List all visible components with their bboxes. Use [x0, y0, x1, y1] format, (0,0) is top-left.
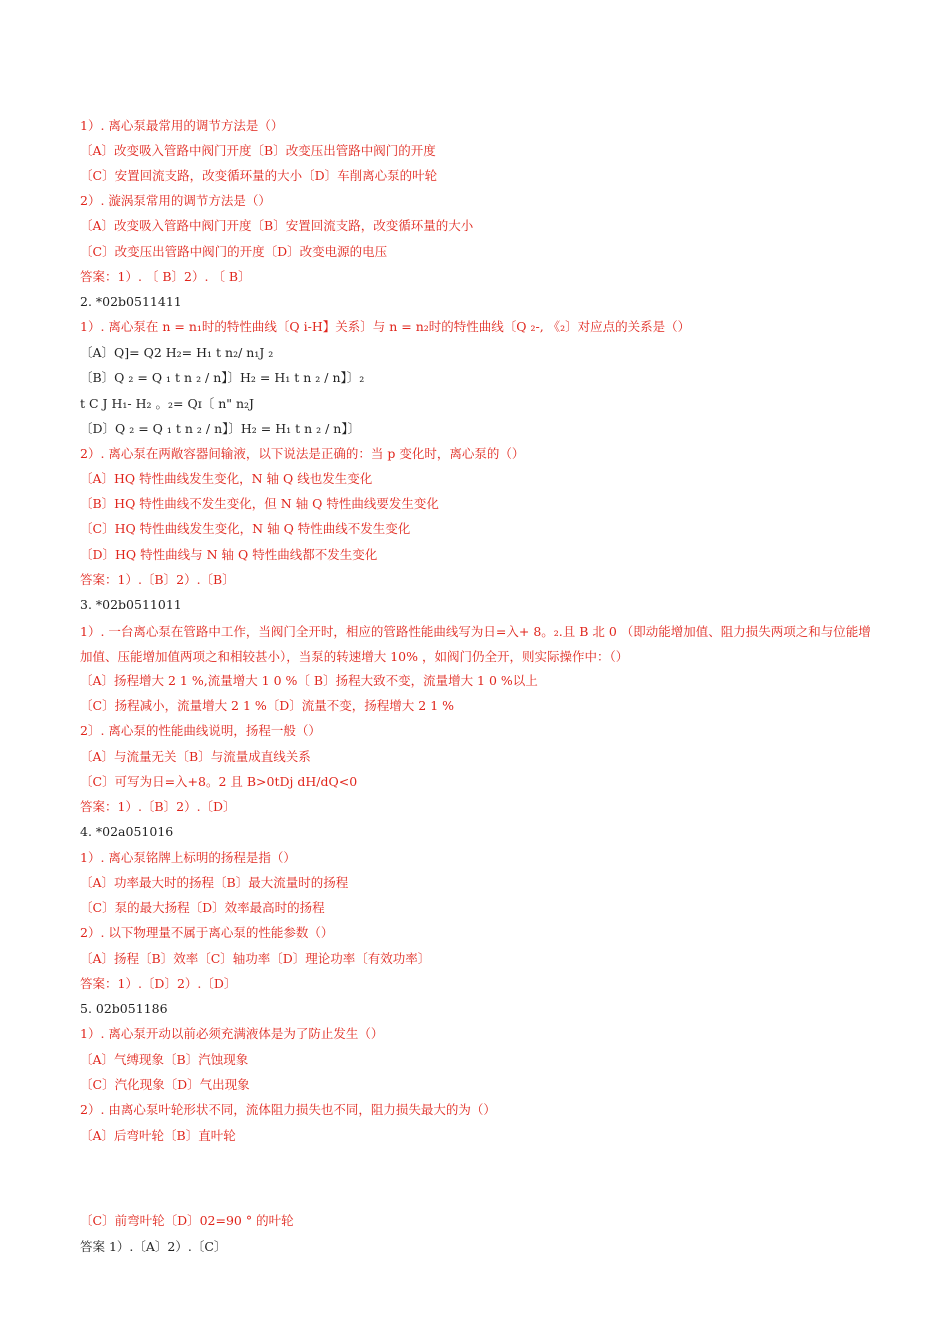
- option-line: 〔D〕HQ 特性曲线与 N 轴 Q 特性曲线都不发生变化: [80, 547, 378, 562]
- option-line: 〔B〕Q ₂ = Q ₁ t n ₂ / n】〕H₂ = H₁ t n ₂ / n】〕₂: [80, 370, 365, 385]
- question-2-1: 1）. 离心泵在 n = n₁时的特性曲线〔Q i-H】关系〕与 n = n₂时的特性曲线〔Q ₂-, 《₂〕对应点的关系是（）: [80, 319, 691, 334]
- option-line: 〔A〕扬程增大 2 1 %,流量增大 1 0 %〔 B〕扬程大致不变，流量增大 1 0 %以上: [80, 673, 538, 688]
- section-heading-2: 2. *02b0511411: [80, 294, 182, 309]
- option-line: 〔C〕改变压出管路中阀门的开度〔D〕改变电源的电压: [80, 244, 388, 259]
- option-line: 〔A〕Q]= Q2 H₂= H₁ t n₂/ n₁J ₂: [80, 345, 274, 360]
- option-line: 〔C〕扬程减小，流量增大 2 1 %〔D〕流量不变，扬程增大 2 1 %: [80, 698, 454, 713]
- option-line: 〔C〕汽化现象〔D〕气出现象: [80, 1077, 250, 1092]
- section-heading-4: 4. *02a051016: [80, 824, 174, 839]
- answer-line: 答案：1）.〔D〕2）.〔D〕: [80, 976, 237, 991]
- answer-line: 答案：1）.〔B〕2）.〔B〕: [80, 572, 235, 587]
- option-line: 〔C〕前弯叶轮〔D〕02=90 ° 的叶轮: [80, 1213, 294, 1228]
- answer-line: 答案 1）.〔A〕2）.〔C〕: [80, 1239, 227, 1254]
- option-line: 〔A〕功率最大时的扬程〔B〕最大流量时的扬程: [80, 875, 349, 890]
- option-line: t C J H₁- H₂ 。₂= Qɪ〔 n" n₂J: [80, 396, 255, 411]
- question-5-2: 2）. 由离心泵叶轮形状不同，流体阻力损失也不同，阻力损失最大的为（）: [80, 1102, 496, 1117]
- option-line: 〔A〕后弯叶轮〔B〕直叶轮: [80, 1128, 236, 1143]
- option-line: 〔C〕泵的最大扬程〔D〕效率最高时的扬程: [80, 900, 325, 915]
- option-line: 〔A〕与流量无关〔B〕与流量成直线关系: [80, 749, 311, 764]
- question-3-1: 1）. 一台离心泵在管路中工作，当阀门全开时，相应的管路性能曲线写为日=入+ 8。₂.且 B 北 0 （即动能增加值、阻力损失两项之和与位能增加值、压能增加值两项之和相较甚小），当泵的转速增大 10% ，如阀门仍全开，则实际操作中：（）: [80, 624, 871, 664]
- question-1-1: 1）. 离心泵最常用的调节方法是（）: [80, 118, 284, 133]
- option-line: 〔A〕扬程〔B〕效率〔C〕轴功率〔D〕理论功率〔有效功率〕: [80, 951, 431, 966]
- question-1-2: 2）. 漩涡泵常用的调节方法是（）: [80, 193, 271, 208]
- question-2-2: 2）. 离心泵在两敞容器间输液，以下说法是正确的：当 p 变化时，离心泵的（）: [80, 446, 525, 461]
- option-line: 〔C〕HQ 特性曲线发生变化，N 轴 Q 特性曲线不发生变化: [80, 521, 411, 536]
- question-4-2: 2）. 以下物理量不属于离心泵的性能参数（）: [80, 925, 334, 940]
- option-line: 〔B〕HQ 特性曲线不发生变化，但 N 轴 Q 特性曲线要发生变化: [80, 496, 439, 511]
- answer-line: 答案：1）.〔B〕2）.〔D〕: [80, 799, 236, 814]
- question-3-2: 2〕. 离心泵的性能曲线说明，扬程一般（）: [80, 723, 321, 738]
- option-line: 〔C〕安置回流支路，改变循环量的大小〔D〕车削离心泵的叶轮: [80, 168, 438, 183]
- section-heading-5: 5. 02b051186: [80, 1001, 168, 1016]
- option-line: 〔A〕气缚现象〔B〕汽蚀现象: [80, 1052, 249, 1067]
- answer-line: 答案：1）. 〔 B〕2）. 〔 B〕: [80, 269, 251, 284]
- option-line: 〔C〕可写为日=入+8。2 且 B>0tDj dH/dQ<0: [80, 774, 358, 789]
- option-line: 〔D〕Q ₂ = Q ₁ t n ₂ / n】〕H₂ = H₁ t n ₂ / n】〕: [80, 421, 361, 436]
- option-line: 〔A〕改变吸入管路中阀门开度〔B〕安置回流支路，改变循环量的大小: [80, 218, 474, 233]
- option-line: 〔A〕HQ 特性曲线发生变化，N 轴 Q 线也发生变化: [80, 471, 373, 486]
- option-line: 〔A〕改变吸入管路中阀门开度〔B〕改变压出管路中阀门的开度: [80, 143, 436, 158]
- question-4-1: 1）. 离心泵铭牌上标明的扬程是指（）: [80, 850, 296, 865]
- question-5-1: 1）. 离心泵开动以前必须充满液体是为了防止发生（）: [80, 1026, 384, 1041]
- section-heading-3: 3. *02b0511011: [80, 597, 182, 612]
